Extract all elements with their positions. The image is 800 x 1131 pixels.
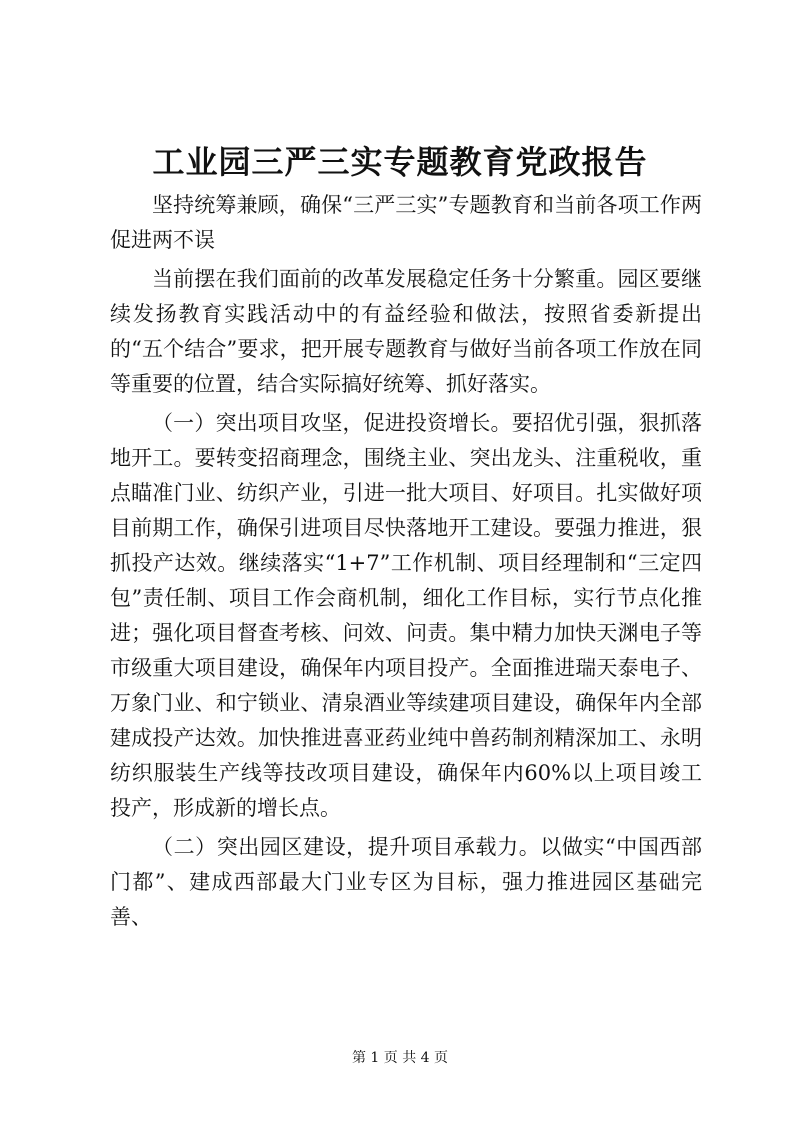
paragraph-1: 坚持统筹兼顾，确保“三严三实”专题教育和当前各项工作两促进两不误: [110, 193, 702, 252]
document-title: 工业园三严三实专题教育党政报告: [152, 143, 648, 181]
paragraph-3: （一）突出项目攻坚，促进投资增长。要招优引强，狠抓落地开工。要转变招商理念，围绕主业、突出龙头、注重税收，重点瞄准门业、纺织产业，引进一批大项目、好项目。扎实做好项目前期工作，确保引进项目尽快落地开工建设。要强力推进，狠抓投产达效。继续落实“1+7”工作机制、项目经理制和“三定四包”责任制、项目工作会商机制，细化工作目标，实行节点化推进；强化项目督查考核、问效、问责。集中精力加快天渊电子等市级重大项目建设，确保年内项目投产。全面推进瑞天泰电子、万象门业、和宁锁业、清泉酒业等续建项目建设，确保年内全部建成投产达效。加快推进喜亚药业纯中兽药制剂精深加工、永明纺织服装生产线等技改项目建设，确保年内60%以上项目竣工投产，形成新的增长点。: [110, 411, 702, 820]
paragraph-4: （二）突出园区建设，提升项目承载力。以做实“中国西部门都”、建成西部最大门业专区为目标，强力推进园区基础完善、: [110, 835, 702, 929]
document-body: [110, 188, 702, 935]
page-footer: 第 1 页 共 4 页: [351, 1050, 449, 1066]
paragraph-2: 当前摆在我们面前的改革发展稳定任务十分繁重。园区要继续发扬教育实践活动中的有益经验和做法，按照省委新提出的“五个结合”要求，把开展专题教育与做好当前各项工作放在同等重要的位置，结合实际搞好统筹、抓好落实。: [110, 267, 702, 396]
